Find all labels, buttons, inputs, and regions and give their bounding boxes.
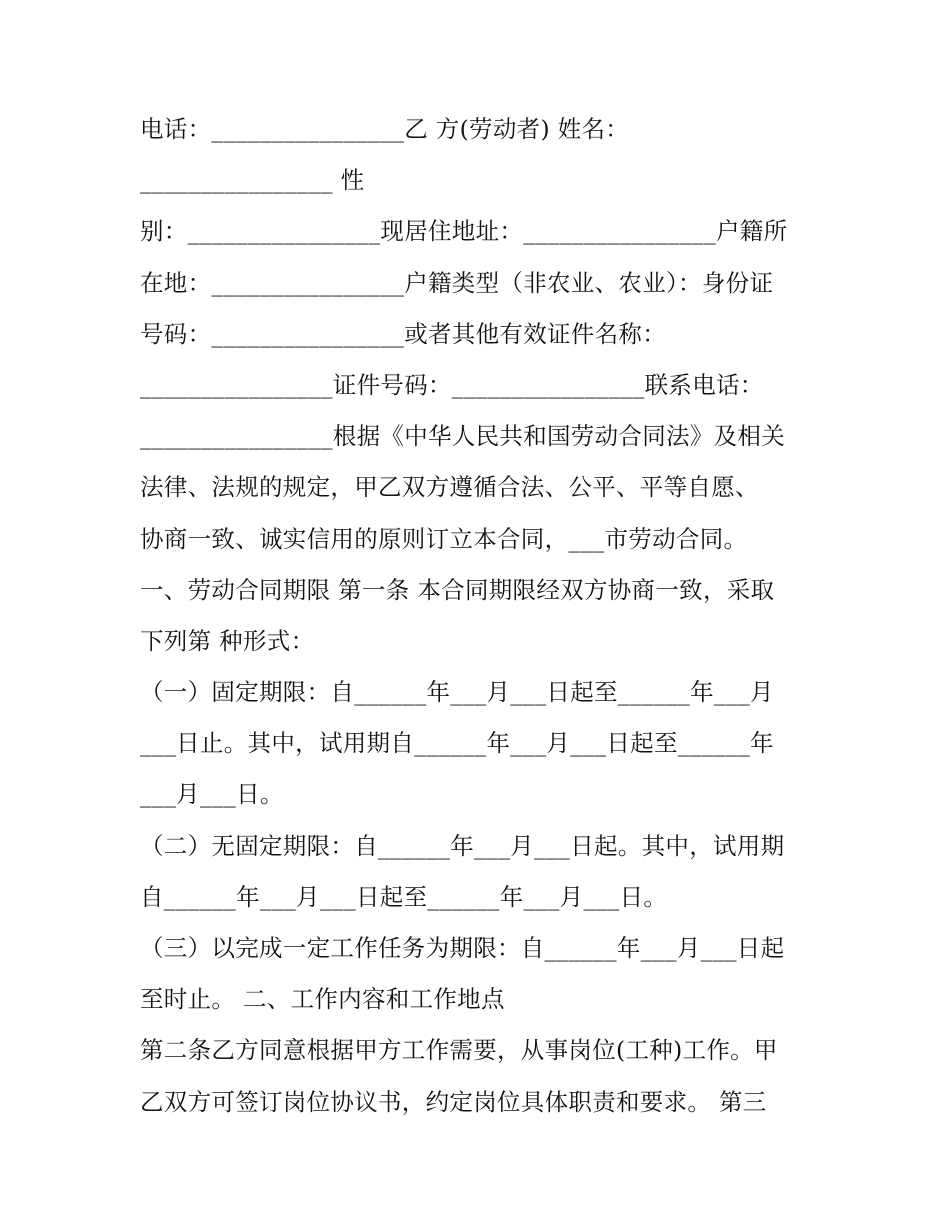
text-line: 别：________________现居住地址：________________户籍所 [140, 217, 788, 246]
text-line: 协商一致、诚实信用的原则订立本合同，___市劳动合同。 [140, 524, 748, 553]
contract-text [140, 104, 830, 1128]
text-line: ________________ 性 [140, 166, 365, 195]
text-line: 乙双方可签订岗位协议书，约定岗位具体职责和要求。 第三 [140, 1087, 767, 1116]
text-line: 至时止。 二、工作内容和工作地点 [140, 985, 505, 1014]
text-line: ________________证件号码：________________联系电话： [140, 370, 764, 399]
text-line: 一、劳动合同期限 第一条 本合同期限经双方协商一致，采取 [140, 575, 775, 604]
text-line: 号码：________________或者其他有效证件名称： [140, 319, 666, 348]
text-line: （三）以完成一定工作任务为期限：自______年___月___日起 [140, 934, 785, 962]
text-line: ___日止。其中，试用期自______年___月___日起至______年 [140, 729, 774, 758]
text-line: 下列第 种形式： [140, 626, 315, 655]
text-line: （一）固定期限：自______年___月___日起至______年___月 [140, 678, 774, 707]
text-line: 自______年___月___日起至______年___月___日。 [140, 882, 668, 911]
text-line: 法律、法规的规定，甲乙双方遵循合法、公平、平等自愿、 [140, 473, 759, 502]
text-line: 电话：________________乙 方(劳动者) 姓名： [140, 115, 630, 143]
text-line: ___月___日。 [140, 780, 284, 809]
text-line: ________________根据《中华人民共和国劳动合同法》及相关 [140, 422, 785, 451]
text-line: 在地：________________户籍类型（非农业、农业）：身份证 [140, 268, 774, 297]
text-line: （二）无固定期限：自______年___月___日起。其中，试用期 [140, 831, 785, 860]
text-line: 第二条乙方同意根据甲方工作需要，从事岗位(工种)工作。甲 [140, 1036, 778, 1065]
